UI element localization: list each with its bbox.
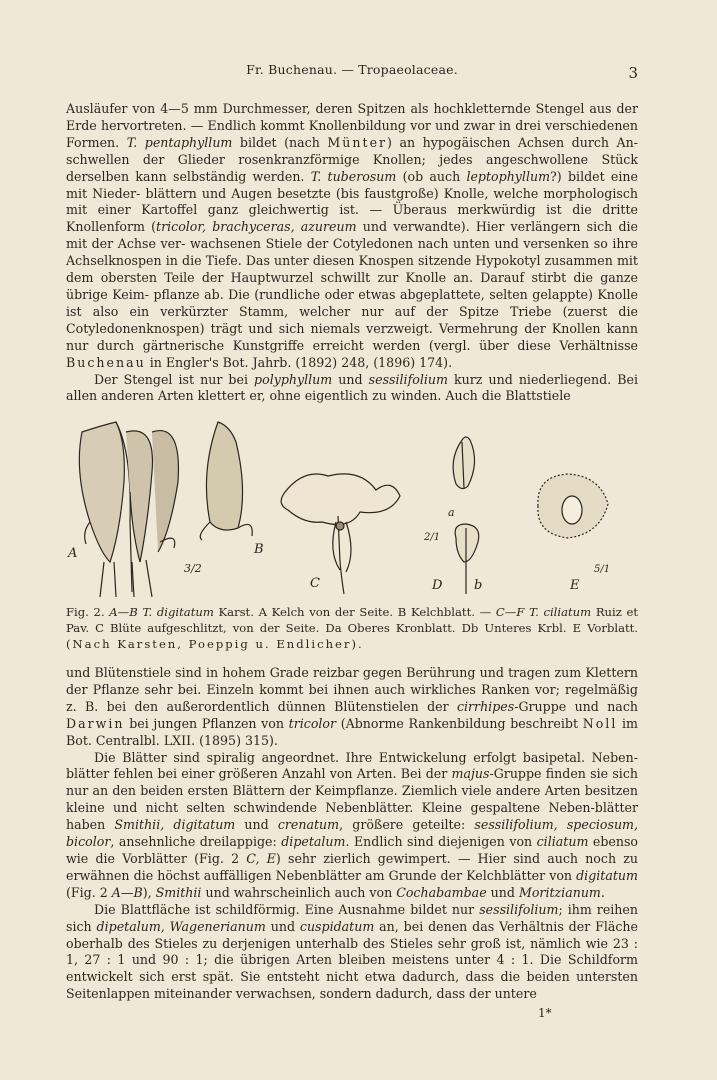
label-a: a (448, 506, 455, 519)
paragraph-tuber: Ausläufer von 4—5 mm Durchmesser, deren Spitzen als hochkletternde Stengel aus der Erde hervortreten. — Endlich kommt Knollenbildung vor und zwar in drei verschiedenen Formen. T. pentaphyllum bildet (nach Münter) an hypogäischen Achsen durch An- schwellen der Glieder rosenkranzförmige Knollen; jedes angeschwollene Stück derselben kann selbständig werden. T. tuberosum (ob auch leptophyllum?) bildet eine mit Nieder- blättern und Augen besetzte (bis faustgroße) Knolle, welche morphologisch mit einer Kartoffel ganz gleichwertig ist. — Überaus merkwürdig ist die dritte Knollenform (tricolor, brachyceras, azureum und verwandte). Hier verlängern sich die mit der Achse ver- wachsenen Stiele der Cotyledonen nach unten und versenken so ihre Achselknospen in die Tiefe. Das unter diesen Knospen sitzende Hypokotyl zusammen mit dem obersten Teile der Hauptwurzel schwillt zur Knolle an. Darauf stirbt die ganze übrige Keim- pflanze ab. Die (rundliche oder etwas abgeplattete, selten gelappte) Knolle ist also ein verkürzter Stamm, welcher nur auf der Spitze Triebe (zuerst die Cotyledonenknospen) trägt und sich niemals verzweigt. Vermehrung der Knollen kann nur durch gärtnerische Kunstgriffe erreicht werden (vergl. über diese Verhältnisse Buchenau in Engler's Bot. Jahrb. (1892) 248, (1896) 174). (66, 101, 639, 370)
label-scale-ab: 3/2 (184, 562, 202, 575)
paragraph-leaves: Die Blätter sind spiralig angeordnet. Ihre Entwickelung erfolgt basipetal. Neben-blätter fehlen bei einer größeren Anzahl von Arten. Bei der majus-Gruppe finden sie sich nur an den beiden ersten Blättern der Keimpflanze. Ziemlich viele andere Arten besitzen kleine und nicht selten schwindende Nebenblätter. Kleine gespaltene Neben-blätter haben Smithii, digitatum und crenatum, größere geteilte: sessilifolium, speciosum, bicolor, ansehnliche dreilappige: dipetalum. Endlich sind diejenigen von ciliatum ebenso wie die Vorblätter (Fig. 2 C, E) sehr zierlich gewimpert. — Hier sind auch noch zu erwähnen die höchst auffälligen Nebenblätter am Grunde der Kelchblätter von digitatum (Fig. 2 A—B), Smithii und wahrscheinlich auch von Cochabambae und Moritzianum. (66, 749, 638, 900)
label-b: b (474, 578, 483, 593)
figure-2-illustration (60, 412, 650, 604)
paragraph-tendrils: und Blütenstiele sind in hohem Grade reizbar gegen Berührung und tragen zum Klettern der Pflanze sehr bei. Einzeln kommt bei ihnen auch wirkliches Ranken vor; regelmäßig z. B. bei den außerordentlich dünnen Blütenstielen der cirrhipes-Gruppe und nach Darwin bei jungen Pflanzen von tricolor (Abnorme Rankenbildung beschreibt Noll im Bot. Centralbl. LXII. (1895) 315). (66, 665, 638, 748)
label-scale-e: 5/1 (594, 564, 611, 575)
label-E: E (570, 578, 580, 593)
label-A: A (68, 546, 78, 561)
label-B: B (254, 542, 264, 557)
botanical-drawing (60, 412, 650, 604)
label-C: C (310, 576, 320, 591)
running-head: Fr. Buchenau. — Tropaeolaceae. (246, 62, 458, 77)
figure-caption: Fig. 2. A—B T. digitatum Karst. A Kelch von der Seite. B Kelchblatt. — C—F T. ciliatum Ruiz et Pav. C Blüte aufgeschlitzt, von der Seite. Da Oberes Kronblatt. Db Unteres Krbl. E Vorblatt. (Nach Karsten, Poeppig u. Endlicher). (66, 605, 639, 651)
label-scale-d: 2/1 (424, 532, 441, 543)
paragraph-lamina: Die Blattfläche ist schildförmig. Eine Ausnahme bildet nur sessilifolium; ihm reihen sich dipetalum, Wagenerianum und cuspidatum an, bei denen das Verhältnis der Fläche oberhalb des Stieles zu derjenigen unterhalb des Stieles sehr groß ist, nämlich wie 23 : 1, 27 : 1 und 90 : 1; die übrigen Arten bleiben meistens unter 4 : 1. Die Schildform entwickelt sich erst spät. Sie entsteht nicht etwa dadurch, dass die beiden untersten Seitenlappen miteinander verwachsen, sondern dadurch, dass der untere (66, 901, 638, 1002)
page-number: 3 (628, 64, 638, 82)
bottom-text-block (66, 665, 638, 1003)
label-D: D (432, 578, 443, 593)
top-text-block (66, 101, 638, 405)
signature-mark: 1* (538, 1006, 552, 1020)
paragraph-stem: Der Stengel ist nur bei polyphyllum und sessilifolium kurz und niederliegend. Bei allen anderen Arten klettert er, ohne eigentlich zu winden. Auch die Blattstiele (66, 371, 638, 404)
page-header (66, 62, 638, 88)
